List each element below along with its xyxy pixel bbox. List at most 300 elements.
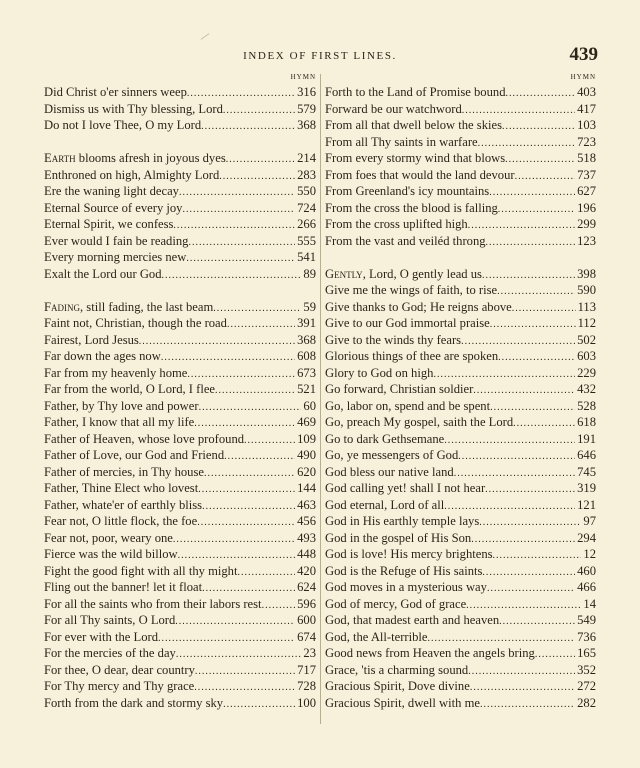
index-entry (44, 612, 316, 629)
first-line-text: For ever with the Lord (44, 629, 159, 644)
index-entry (325, 464, 596, 481)
first-line (325, 678, 470, 695)
hymn-number: 97 (583, 514, 596, 528)
hymn-number: 590 (577, 283, 596, 297)
index-entry (325, 530, 596, 547)
hymn-number: 432 (577, 382, 596, 396)
hymn-number: 368 (297, 118, 316, 132)
first-line (325, 414, 513, 431)
index-entry (325, 645, 596, 662)
first-line (44, 497, 202, 514)
dot-leader (444, 433, 575, 450)
hymn-number: 316 (297, 85, 316, 99)
first-line (325, 233, 486, 250)
first-line-text: Father, whate'er of earthly bliss (44, 497, 203, 512)
first-line-text: Fight the good fight with all thy might (44, 563, 238, 578)
index-entry (44, 216, 316, 233)
first-line-text: God is love! His mercy brightens (325, 547, 493, 561)
hymn-number: 14 (583, 596, 596, 611)
hymn-number: 191 (577, 431, 596, 446)
first-line (325, 480, 485, 497)
hymn-number: 728 (297, 679, 316, 693)
index-entry (325, 563, 596, 580)
hymn-number: 113 (577, 299, 596, 314)
first-line (325, 381, 473, 398)
hymn-number: 12 (583, 547, 596, 561)
first-line (325, 84, 506, 101)
first-line-text: Far from my heavenly home (44, 365, 188, 380)
index-entry (325, 596, 596, 613)
hymn-number: 603 (577, 349, 596, 363)
first-line-text: Faint not, Christian, though the road (44, 316, 227, 330)
first-line (44, 678, 194, 695)
first-line (44, 381, 215, 398)
first-line (44, 299, 213, 316)
index-entry (325, 183, 596, 200)
first-line (325, 282, 497, 299)
first-line-text: Enthroned on high, Almighty Lord (44, 167, 220, 182)
first-line (44, 266, 162, 283)
first-line (325, 332, 461, 349)
index-entry (44, 249, 316, 266)
dot-leader (493, 548, 582, 565)
first-line (44, 629, 158, 646)
first-line (44, 645, 176, 662)
hymn-number: 723 (577, 134, 596, 149)
first-line (325, 629, 427, 646)
first-line-text: Fierce was the wild billow (44, 547, 178, 561)
hymn-number: 403 (577, 85, 596, 99)
index-entry (44, 299, 316, 316)
left-entry-list (44, 84, 316, 711)
first-line-text: God moves in a mysterious way (325, 580, 487, 594)
first-line (44, 117, 201, 134)
index-entry (44, 332, 316, 349)
hymn-number: 391 (297, 316, 316, 330)
first-line-text: Father, I know that all my life (44, 415, 195, 429)
dot-leader (485, 482, 575, 499)
index-entry (325, 365, 596, 382)
dot-leader (224, 449, 295, 466)
hymn-number: 229 (577, 365, 596, 380)
first-line-text: Did Christ o'er sinners weep (44, 85, 187, 99)
first-line-text: Fairest, Lord Jesus (44, 332, 139, 347)
dot-leader (262, 598, 296, 615)
index-entry (44, 497, 316, 514)
hymn-number: 398 (577, 266, 596, 281)
first-line-text: For the mercies of the day (44, 646, 176, 660)
hymn-number: 417 (577, 101, 596, 116)
index-entry (325, 150, 596, 167)
hymn-number: 121 (577, 497, 596, 512)
index-entry (325, 299, 596, 316)
hymn-number: 103 (577, 118, 596, 132)
first-line-text: Gracious Spirit, Dove divine (325, 679, 470, 693)
dot-leader (186, 251, 295, 268)
index-entry (325, 546, 596, 563)
hymn-number: 627 (577, 184, 596, 198)
hymn-number: 646 (577, 448, 596, 462)
first-line (325, 662, 468, 679)
first-line (44, 414, 194, 431)
hymn-number: 112 (577, 316, 596, 330)
index-entry (44, 381, 316, 398)
first-line-text: Give to our God immortal praise (325, 316, 490, 330)
first-line-text: From the cross the blood is falling (325, 200, 498, 215)
dot-leader (482, 565, 575, 582)
dot-leader (487, 581, 575, 598)
index-entry (325, 695, 596, 712)
dot-leader (201, 119, 295, 136)
dot-leader (506, 86, 576, 103)
index-entry (325, 662, 596, 679)
first-line-text: Fling out the banner! let it float (44, 580, 203, 594)
first-line (325, 546, 493, 563)
hymn-number: 319 (577, 481, 596, 495)
index-entry (44, 398, 316, 415)
hymn-number: 89 (303, 266, 316, 281)
first-line-text: From Greenland's icy mountains (325, 184, 490, 198)
section-initial-word: Fading (44, 299, 80, 314)
first-line-text: God is the Refuge of His saints (325, 563, 483, 578)
dot-leader (139, 334, 295, 351)
first-line (325, 216, 468, 233)
hymn-number: 736 (577, 629, 596, 644)
index-entry (325, 348, 596, 365)
hymn-number: 579 (297, 101, 316, 116)
dot-leader (512, 301, 576, 318)
first-line (44, 84, 187, 101)
hymn-number: 550 (297, 184, 316, 198)
dot-leader (173, 218, 295, 235)
hymn-number: 144 (297, 481, 316, 495)
index-entry (44, 530, 316, 547)
first-line (325, 596, 466, 613)
first-line (325, 579, 487, 596)
hymn-number: 299 (577, 217, 596, 231)
hymn-number: 59 (303, 299, 316, 314)
first-line-text: Father of Love, our God and Friend (44, 448, 225, 462)
first-line (325, 299, 512, 316)
index-entry (325, 101, 596, 118)
first-line-text: Forward be our watchword (325, 101, 462, 116)
hymn-number: 456 (297, 514, 316, 528)
first-line-text: Give me the wings of faith, to rise (325, 283, 498, 297)
first-line (44, 563, 237, 580)
hymn-number: 745 (577, 464, 596, 479)
first-line-text: For all the saints who from their labors rest (44, 596, 262, 611)
hymn-number: 600 (297, 613, 316, 627)
column-divider (320, 74, 321, 724)
hymn-number: 368 (297, 332, 316, 347)
first-line (44, 695, 223, 712)
first-line-text: God bless our native land (325, 464, 454, 479)
first-line-text: God, that madest earth and heaven (325, 613, 500, 627)
first-line (325, 117, 502, 134)
index-entry (325, 678, 596, 695)
hymn-number: 420 (297, 563, 316, 578)
index-entry (44, 629, 316, 646)
index-entry (44, 464, 316, 481)
first-line (44, 596, 262, 613)
first-line-text: Every morning mercies new (44, 250, 187, 264)
first-line (44, 480, 198, 497)
first-line (325, 612, 499, 629)
first-line (44, 167, 219, 184)
right-column (325, 70, 596, 711)
dot-leader (162, 268, 302, 285)
index-entry (44, 200, 316, 217)
hymn-number: 608 (297, 349, 316, 363)
hymn-number: 123 (577, 233, 596, 248)
index-entry (44, 596, 316, 613)
first-line (325, 563, 482, 580)
dot-leader (219, 169, 295, 186)
hymn-number: 165 (577, 646, 596, 660)
first-line-text: Father of Heaven, whose love profound (44, 431, 245, 446)
first-line-text: Eternal Source of every joy (44, 200, 183, 215)
index-entry (325, 315, 596, 332)
first-line (325, 447, 458, 464)
first-line (325, 530, 471, 547)
first-line-text: Far down the ages now (44, 349, 161, 363)
hymn-number: 541 (297, 250, 316, 264)
index-entry (44, 266, 316, 283)
first-line-text: Give to the winds thy fears (325, 332, 462, 347)
dot-leader (486, 235, 576, 252)
first-line (325, 134, 478, 151)
index-entry (44, 678, 316, 695)
first-line-text: Exalt the Lord our God (44, 266, 162, 281)
first-line-text: Father, by Thy love and power (44, 398, 199, 413)
hymn-number: 109 (297, 431, 316, 446)
hymn-number: 463 (297, 497, 316, 512)
hymn-number: 724 (297, 200, 316, 215)
first-line-text: God calling yet! shall I not hear (325, 481, 486, 495)
dot-leader (215, 383, 295, 400)
first-line-text: , still fading, the last beam (80, 299, 214, 314)
first-line (325, 315, 490, 332)
index-entry (325, 332, 596, 349)
first-line-text: Fear not, O little flock, the foe (44, 514, 198, 528)
dot-leader (535, 647, 575, 664)
first-line (325, 695, 480, 712)
hymn-number: 196 (577, 200, 596, 215)
dot-leader (498, 350, 575, 367)
first-line (325, 348, 498, 365)
first-line (44, 200, 182, 217)
dot-leader (244, 433, 295, 450)
dot-leader (175, 614, 295, 631)
first-line-text: Father of mercies, in Thy house (44, 464, 204, 479)
dot-leader (470, 680, 575, 697)
index-entry (325, 414, 596, 431)
index-entry (325, 167, 596, 184)
first-line-text: For all Thy saints, O Lord (44, 613, 176, 627)
index-entry (325, 216, 596, 233)
hymn-number: 493 (297, 530, 316, 545)
hymn-number: 624 (297, 580, 316, 594)
hymn-number: 521 (297, 382, 316, 396)
first-line-text: From all Thy saints in warfare (325, 134, 478, 149)
first-line (325, 183, 489, 200)
hymn-number: 620 (297, 464, 316, 479)
index-entry (325, 480, 596, 497)
hymn-number: 352 (577, 662, 596, 677)
first-line (44, 662, 195, 679)
left-column (44, 70, 316, 711)
index-entry (44, 414, 316, 431)
index-entry (44, 579, 316, 596)
first-line-text: From all that dwell below the skies (325, 118, 502, 132)
first-line (44, 348, 161, 365)
first-line (325, 513, 479, 530)
first-line (44, 464, 204, 481)
hymn-number: 294 (577, 530, 596, 545)
first-line (44, 365, 187, 382)
index-entry (325, 398, 596, 415)
first-line (44, 546, 178, 563)
page-number: 439 (569, 44, 598, 65)
index-entry (325, 497, 596, 514)
first-line (44, 332, 139, 349)
hymn-number: 518 (577, 151, 596, 165)
first-line (44, 249, 186, 266)
hymn-column-label: HYMN (570, 73, 596, 81)
index-entry (44, 513, 316, 530)
index-entry (44, 117, 316, 134)
section-initial-word: Gently (325, 266, 363, 281)
dot-leader (197, 515, 295, 532)
first-line-text: Glorious things of thee are spoken (325, 349, 499, 363)
hymn-number: 460 (577, 563, 596, 578)
index-entry (325, 513, 596, 530)
first-line-text: Forth to the Land of Promise bound (325, 85, 506, 99)
index-entry (44, 183, 316, 200)
section-initial-word: Earth (44, 151, 76, 165)
hymn-number: 555 (297, 233, 316, 248)
dot-leader (237, 565, 295, 582)
first-line-text: Give thanks to God; He reigns above (325, 299, 512, 314)
index-entry (44, 84, 316, 101)
first-line (44, 513, 197, 530)
index-entry (325, 612, 596, 629)
dot-leader (182, 202, 295, 219)
dot-leader (204, 466, 295, 483)
pencil-mark (201, 33, 210, 40)
index-entry (325, 629, 596, 646)
first-line (44, 579, 202, 596)
index-entry (44, 167, 316, 184)
first-line (44, 315, 227, 332)
index-entry (325, 233, 596, 250)
first-line-text: Ever would I fain be reading (44, 233, 189, 248)
index-entry (44, 431, 316, 448)
dot-leader (490, 317, 576, 334)
index-entry (325, 447, 596, 464)
hymn-number: 282 (577, 695, 596, 710)
dot-leader (505, 152, 575, 169)
dot-leader (468, 664, 575, 681)
first-line (325, 398, 490, 415)
first-line-text: Good news from Heaven the angels bring (325, 646, 535, 660)
first-line (44, 612, 175, 629)
dot-leader (188, 235, 295, 252)
first-line (325, 266, 482, 283)
hymn-number: 674 (297, 629, 316, 644)
dot-leader (227, 317, 295, 334)
index-entry (325, 266, 596, 283)
hymn-number: 214 (297, 151, 316, 165)
hymn-number: 266 (297, 217, 316, 231)
first-line (325, 167, 515, 184)
first-line-text: Eternal Spirit, we confess (44, 217, 174, 231)
hymn-number: 490 (297, 448, 316, 462)
index-entry (44, 150, 316, 167)
index-entry (44, 233, 316, 250)
first-line-text: God in His earthly temple lays (325, 514, 480, 528)
dot-leader (198, 482, 295, 499)
dot-leader (202, 499, 295, 516)
dot-leader (458, 449, 575, 466)
first-line-text: Go to dark Gethsemane (325, 431, 445, 446)
first-line (325, 497, 444, 514)
hymn-number: 549 (577, 613, 596, 627)
index-entry (325, 431, 596, 448)
first-line-text: From every stormy wind that blows (325, 151, 506, 165)
first-line-text: From the cross uplifted high (325, 217, 468, 231)
hymn-number: 469 (297, 415, 316, 429)
hymn-number: 60 (303, 398, 316, 413)
first-line-text: Go, labor on, spend and be spent (325, 398, 491, 413)
first-line-text: God in the gospel of His Son (325, 530, 472, 545)
dot-leader (479, 515, 581, 532)
running-head: INDEX OF FIRST LINES. (243, 50, 397, 62)
first-line-text: Go, preach My gospel, saith the Lord (325, 415, 514, 429)
first-line (325, 365, 433, 382)
right-entry-list (325, 84, 596, 711)
hymn-number: 448 (297, 547, 316, 561)
hymn-number: 502 (577, 332, 596, 347)
dot-leader (226, 152, 295, 169)
hymn-number: 596 (297, 596, 316, 611)
first-line-text: Ere the waning light decay (44, 184, 179, 198)
index-entry (325, 84, 596, 101)
dot-leader (499, 614, 575, 631)
index-entry (44, 447, 316, 464)
index-entry (44, 695, 316, 712)
first-line (44, 233, 188, 250)
first-line (44, 216, 173, 233)
dot-leader (179, 185, 295, 202)
dot-leader (498, 202, 575, 219)
first-line-text: For Thy mercy and Thy grace (44, 679, 195, 693)
first-line (325, 645, 535, 662)
hymn-number: 618 (577, 415, 596, 429)
dot-leader (199, 400, 302, 417)
first-line (44, 150, 226, 167)
hymn-column-label: HYMN (290, 73, 316, 81)
first-line (44, 530, 173, 547)
dot-leader (515, 169, 576, 186)
dot-leader (158, 631, 295, 648)
first-line-text: God eternal, Lord of all (325, 497, 445, 512)
index-entry (44, 480, 316, 497)
hymn-number: 23 (303, 646, 316, 660)
dot-leader (223, 697, 295, 714)
first-line-text: Fear not, poor, weary one (44, 530, 173, 545)
dot-leader (480, 697, 575, 714)
